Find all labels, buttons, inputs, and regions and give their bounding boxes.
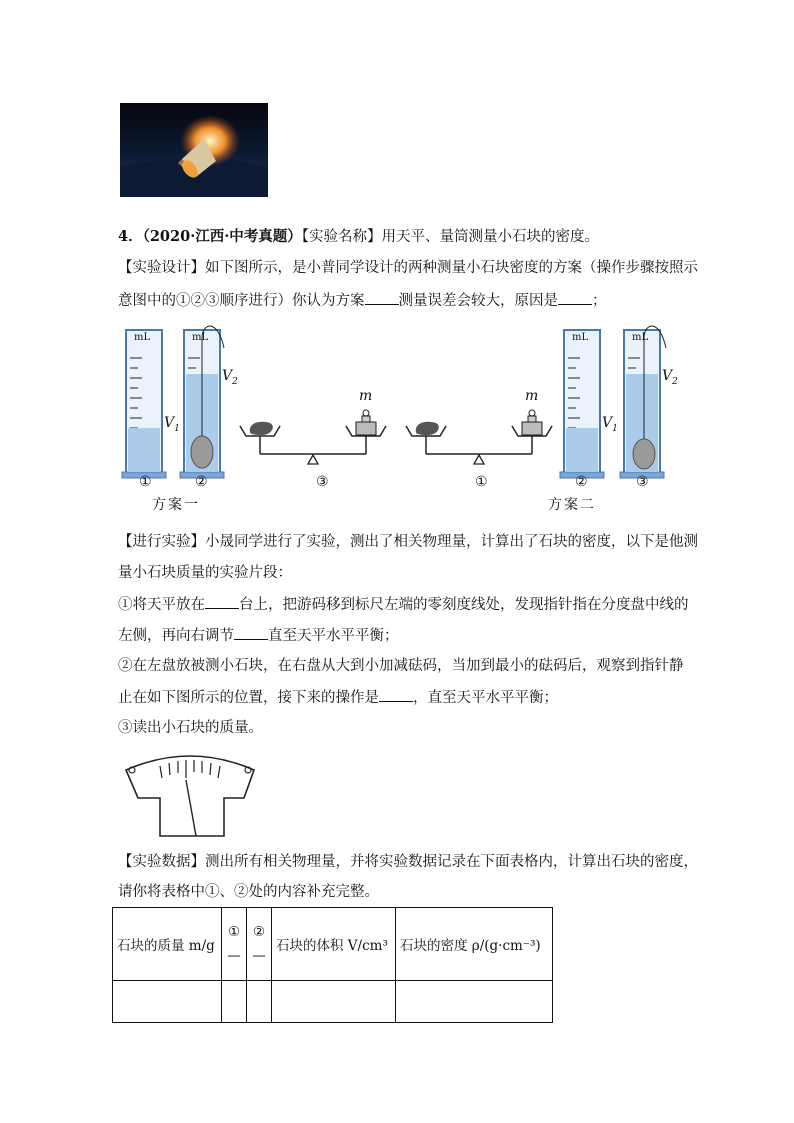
- step-label: ①: [475, 474, 488, 490]
- experiment-figure: [112, 318, 692, 518]
- cell-volume[interactable]: [272, 981, 396, 1023]
- cell-blank-1[interactable]: [222, 981, 247, 1023]
- header-density: 石块的密度 ρ/(g·cm⁻³): [396, 908, 553, 981]
- header-mass: 石块的质量 m/g: [113, 908, 222, 981]
- step-label: ③: [316, 474, 329, 490]
- step-label: ①: [139, 474, 152, 490]
- step-2-line-1: ②在左盘放被测小石块，在右盘从大到小加减砝码，当加到最小的砝码后，观察到指针静: [118, 658, 684, 674]
- design-line-1: 【实验设计】如下图所示，是小普同学设计的两种测量小石块密度的方案（操作步骤按照示: [118, 260, 698, 276]
- cell-blank-2[interactable]: [247, 981, 272, 1023]
- header-blank-2[interactable]: ② —: [247, 908, 272, 981]
- table-header-row: [113, 908, 553, 981]
- procedure-line-2: 量小石块质量的实验片段：: [118, 565, 292, 581]
- step-label: ②: [195, 474, 208, 490]
- question-4-title: 4．（2020·江西·中考真题）【实验名称】用天平、量筒测量小石块的密度。: [118, 228, 600, 245]
- v1-label: $V_1$: [164, 415, 180, 434]
- v2-label: $V_2$: [662, 368, 678, 387]
- blank-adjust[interactable]: [234, 625, 268, 640]
- blank-table-place[interactable]: [205, 594, 239, 609]
- plan-1-label: 方案一: [152, 497, 200, 513]
- data-line-1: 【实验数据】测出所有相关物理量，并将实验数据记录在下面表格内，计算出石块的密度，: [118, 854, 698, 870]
- header-volume: 石块的体积 V/cm³: [272, 908, 396, 981]
- header-blank-1[interactable]: ① —: [222, 908, 247, 981]
- blank-plan[interactable]: [365, 290, 399, 305]
- step-1-line-2: 左侧，再向右调节 直至天平水平平衡；: [118, 625, 698, 646]
- step-2-line-2: 止在如下图所示的位置，接下来的操作是 ，直至天平水平平衡；: [118, 687, 698, 708]
- ml-label: mL: [192, 332, 209, 343]
- step-label: ③: [636, 474, 649, 490]
- blank-operation[interactable]: [379, 687, 413, 702]
- step-label: ②: [575, 474, 588, 490]
- blank-reason[interactable]: [558, 290, 592, 305]
- step-3-line: ③读出小石块的质量。: [118, 720, 263, 736]
- procedure-line-1: 【进行实验】小晟同学进行了实验，测出了相关物理量，计算出了石块的密度，以下是他测: [118, 534, 698, 550]
- data-table: [112, 907, 553, 1023]
- ml-label: mL: [134, 332, 151, 343]
- reentry-photo: [120, 103, 268, 197]
- cell-mass[interactable]: [113, 981, 222, 1023]
- table-row: [113, 981, 553, 1023]
- data-line-2: 请你将表格中①、②处的内容补充完整。: [118, 884, 379, 900]
- design-line-2: 意图中的①②③顺序进行）你认为方案 测量误差会较大，原因是 ；: [118, 290, 698, 311]
- v2-label: $V_2$: [222, 368, 238, 387]
- mass-label: m: [525, 388, 539, 404]
- plan-2-label: 方案二: [548, 497, 596, 513]
- v1-label: $V_1$: [602, 415, 618, 434]
- step-1-line-1: ①将天平放在 台上，把游码移到标尺左端的零刻度线处，发现指针指在分度盘中线的: [118, 594, 698, 615]
- cell-density[interactable]: [396, 981, 553, 1023]
- ml-label: mL: [632, 332, 649, 343]
- mass-label: m: [359, 388, 373, 404]
- balance-dial-figure: [120, 748, 260, 840]
- ml-label: mL: [572, 332, 589, 343]
